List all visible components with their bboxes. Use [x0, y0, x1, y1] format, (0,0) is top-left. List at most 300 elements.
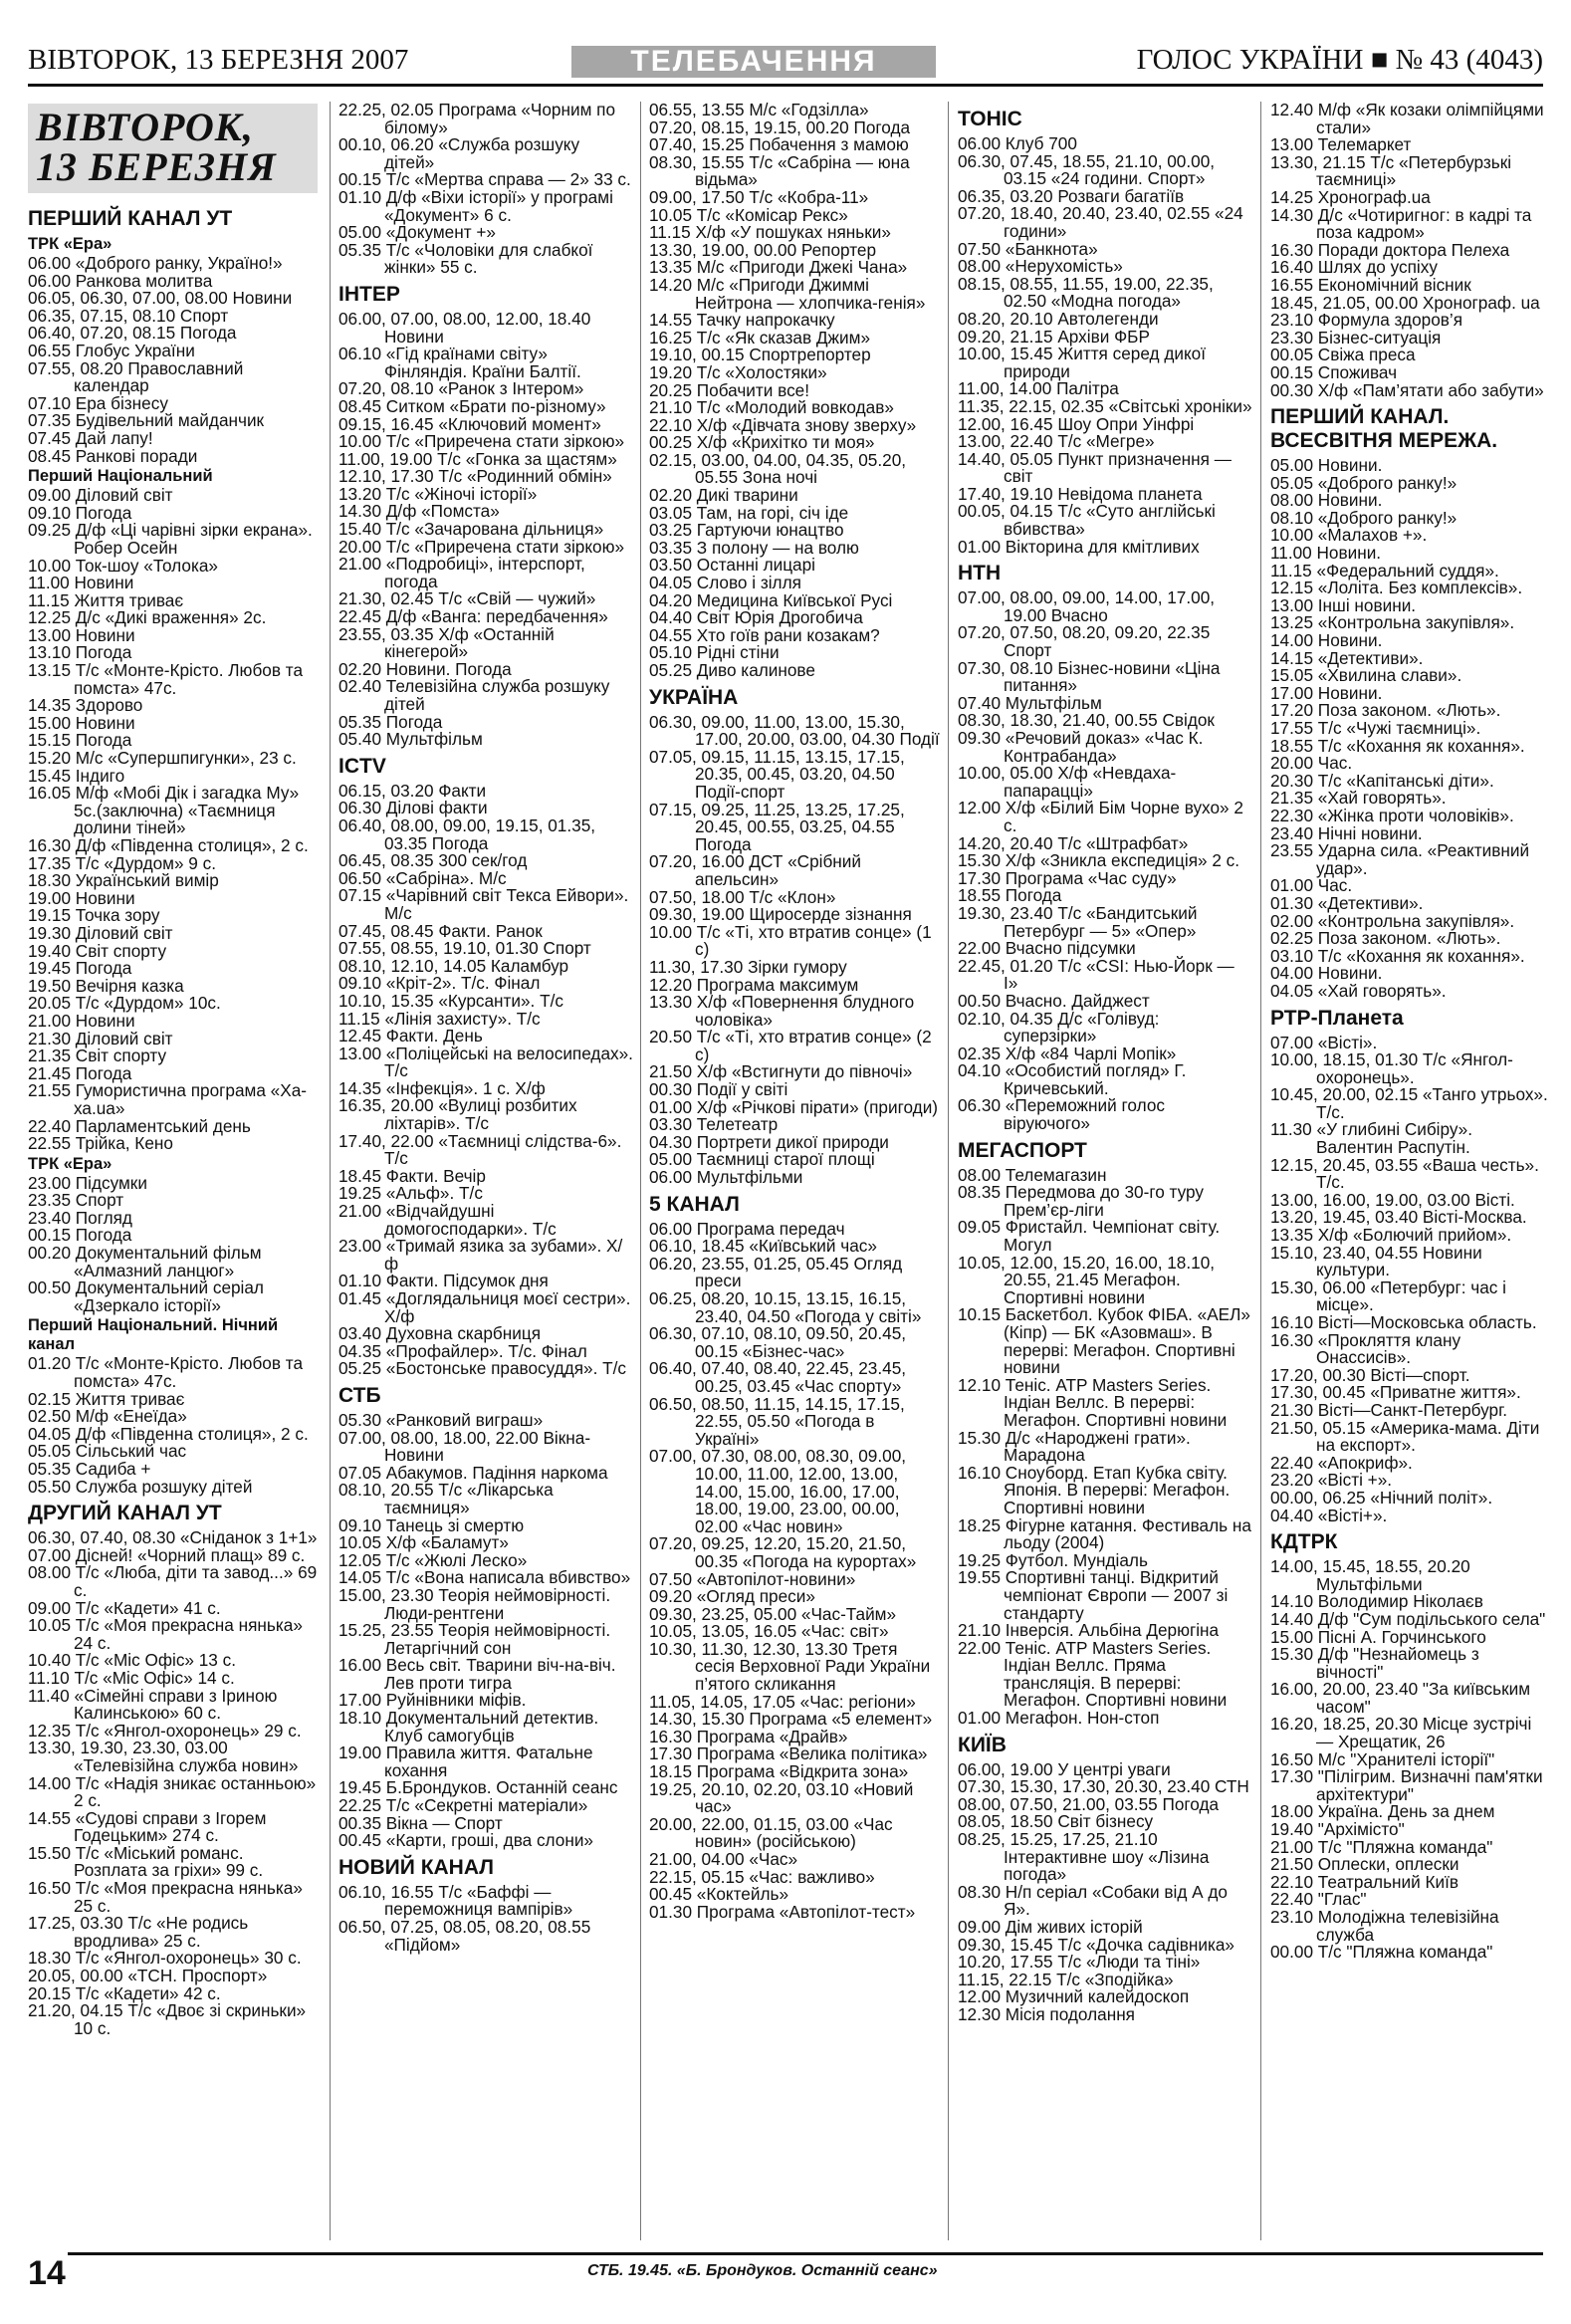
program-entry: 09.30, 15.45 Т/с «Дочка садівника»	[958, 1934, 1234, 1955]
program-entry: 11.05, 14.05, 17.05 «Час: регіони»	[649, 1691, 916, 1712]
program-entry: 04.05 «Хай говорять».	[1270, 980, 1447, 1001]
program-entry: 12.25 Д/с «Дикі враження» 2с.	[28, 607, 267, 628]
program-entry: 06.40, 07.20, 08.15 Погода	[28, 323, 237, 344]
program-entry: 11.15, 22.15 Т/с «Зподійка»	[958, 1969, 1174, 1989]
program-entry: 09.00 Т/с «Кадети» 41 с.	[28, 1597, 221, 1618]
program-entry: 08.45 Ранкові поради	[28, 445, 198, 466]
program-entry: 03.50 Останні лицарі	[649, 555, 815, 576]
program-entry: 04.30 Портрети дикої природи	[649, 1131, 889, 1152]
program-entry: 22.00 Вчасно підсумки	[958, 938, 1136, 959]
program-entry: 15.20 М/с «Супершпигунки», 23 с.	[28, 748, 297, 769]
program-entry: 10.15 Баскетбол. Кубок ФІБА. «АЕЛ» (Кіпр) — БК «Азовмаш». В перерві: Мегафон. Спортивні новини	[958, 1304, 1250, 1378]
program-entry: 07.45 Дай лапу!	[28, 427, 153, 448]
program-entry: 08.10, 12.10, 14.05 Каламбур	[338, 955, 569, 976]
program-entry: 06.00, 19.00 У центрі уваги	[958, 1758, 1171, 1779]
program-entry: 07.55, 08.20 Православний календар	[28, 357, 244, 396]
program-entry: 05.10 Рідні стіни	[649, 642, 780, 663]
program-entry: 09.10 Танець зі смертю	[338, 1514, 525, 1535]
program-entry: 18.30 Український вимір	[28, 870, 219, 891]
program-entry: 11.15 Х/ф «У пошуках няньки»	[649, 222, 891, 243]
program-entry: 19.40 Світ спорту	[28, 940, 167, 961]
program-entry: 15.50 Т/с «Міський романс. Розплата за гріхи» 99 с.	[28, 1842, 264, 1881]
program-entry: 16.10 Вісті—Московська область.	[1270, 1312, 1537, 1332]
program-entry: 07.15 «Чарівний світ Текса Ейвори». М/с	[338, 885, 629, 923]
program-entry: 17.25, 03.30 Т/с «Не родись вродлива» 25 с.	[28, 1913, 249, 1951]
program-entry: 06.30, 09.00, 11.00, 13.00, 15.30, 17.00, 20.00, 03.00, 04.30 Події	[649, 711, 940, 750]
program-entry: 09.00 Діловий світ	[28, 485, 173, 506]
program-entry: 09.05 Фристайл. Чемпіонат світу. Могул	[958, 1217, 1221, 1256]
program-entry: 14.00, 15.45, 18.55, 20.20 Мультфільми	[1270, 1556, 1470, 1594]
program-entry: 19.10, 00.15 Спортрепортер	[649, 345, 871, 365]
program-entry: 06.55 Глобус України	[28, 340, 195, 360]
program-entry: 02.15, 03.00, 04.00, 04.35, 05.20, 05.55 Зона ночі	[649, 449, 907, 488]
channel-subheading: ТРК «Ера»	[28, 235, 112, 253]
program-entry: 16.30 «Прокляття клану Онассисів».	[1270, 1329, 1461, 1368]
program-entry: 06.00 Програма передач	[649, 1218, 845, 1239]
program-entry: 10.00 Т/с «Приречена стати зіркою»	[338, 431, 625, 452]
program-entry: 07.20, 16.00 ДСТ «Срібний апельсин»	[649, 851, 861, 889]
program-entry: 21.50, 05.15 «Америка-мама. Діти на експорт».	[1270, 1417, 1540, 1456]
program-entry: 21.10 Інверсія. Альбіна Дерюгіна	[958, 1620, 1220, 1641]
channel-subheading: ТРК «Ера»	[28, 1154, 112, 1173]
program-entry: 07.20, 09.25, 12.20, 15.20, 21.50, 00.35 «Погода на курортах»	[649, 1533, 917, 1571]
program-entry: 06.00 Ранкова молитва	[28, 270, 213, 291]
program-entry: 06.50, 08.50, 11.15, 14.15, 17.15, 22.55, 05.50 «Погода в Україні»	[649, 1393, 905, 1449]
program-entry: 07.50 «Автопілот-новини»	[649, 1568, 856, 1589]
channel-heading: ТОНІС	[958, 108, 1022, 130]
program-entry: 10.10, 15.35 «Курсанти». Т/с	[338, 990, 563, 1011]
program-entry: 10.00, 15.45 Життя серед дикої природи	[958, 344, 1207, 381]
program-entry: 08.05, 18.50 Світ бізнесу	[958, 1811, 1154, 1832]
program-entry: 07.45, 08.45 Факти. Ранок	[338, 920, 543, 941]
program-entry: 15.25, 23.55 Теорія неймовірності. Летаргічний сон	[338, 1620, 611, 1658]
program-entry: 14.15 «Детективи».	[1270, 647, 1424, 668]
program-entry: 07.00, 08.00, 18.00, 22.00 Вікна-Новини	[338, 1427, 591, 1466]
program-entry: 14.40, 05.05 Пункт призначення — світ	[958, 448, 1232, 487]
program-entry: 16.30 Д/ф «Південна столиця», 2 с.	[28, 835, 309, 855]
program-entry: 23.30 Бізнес-ситуація	[1270, 327, 1442, 348]
program-entry: 10.05, 12.00, 15.20, 16.00, 18.10, 20.55, 21.45 Мегафон. Спортивні новини	[958, 1252, 1216, 1307]
program-entry: 00.10, 06.20 «Служба розшуку дітей»	[338, 134, 580, 172]
program-entry: 20.05 Т/с «Дурдом» 10с.	[28, 993, 221, 1014]
program-entry: 09.15, 16.45 «Ключовий момент»	[338, 413, 601, 434]
program-entry: 18.25 Фігурне катання. Фестиваль на льоду (2004)	[958, 1514, 1251, 1553]
program-entry: 05.35 Садиба +	[28, 1459, 151, 1479]
program-entry: 06.30 Ділові факти	[338, 798, 488, 818]
program-entry: 15.30, 06.00 «Петербург: час і місце».	[1270, 1277, 1506, 1315]
program-entry: 11.40 «Сімейні справи з Іриною Калинською» 60 с.	[28, 1685, 278, 1724]
program-entry: 12.00, 16.45 Шоу Опри Уінфрі	[958, 413, 1195, 434]
program-entry: 14.25 Хронограф.ua	[1270, 186, 1431, 207]
program-entry: 17.35 Т/с «Дурдом» 9 с.	[28, 852, 217, 873]
column-3	[649, 102, 940, 2242]
column-1	[28, 102, 321, 2242]
program-entry: 07.00, 08.00, 09.00, 14.00, 17.00, 19.00 Вчасно	[958, 587, 1216, 625]
program-entry: 00.05, 04.15 Т/с «Суто англійські вбивства»	[958, 501, 1216, 540]
program-entry: 22.30 «Жінка проти чоловіків».	[1270, 805, 1514, 825]
program-entry: 11.00, 19.00 Т/с «Гонка за щастям»	[338, 448, 617, 469]
program-entry: 15.30 Х/ф «Зникла експедиція» 2 с.	[958, 850, 1240, 871]
program-entry: 06.30, 07.40, 08.30 «Сніданок з 1+1»	[28, 1527, 318, 1548]
program-entry: 08.30, 18.30, 21.40, 00.55 Свідок	[958, 710, 1215, 731]
program-entry: 11.00, 14.00 Палітра	[958, 378, 1119, 399]
program-entry: 06.10 «Гід країнами світу» Фінляндія. Країни Балтії.	[338, 344, 581, 381]
program-entry: 00.00 Т/с "Пляжна команда"	[1270, 1942, 1493, 1963]
program-entry: 16.10 Сноуборд. Етап Кубка світу. Японія. В перерві: Мегафон. Спортивні новини	[958, 1462, 1231, 1517]
program-entry: 00.35 Вікна — Спорт	[338, 1812, 503, 1833]
page-header	[28, 38, 1543, 92]
program-entry: 13.15 Т/с «Монте-Крісто. Любов та помста» 47с.	[28, 660, 303, 698]
program-entry: 03.25 Гартуючи юнацтво	[649, 520, 844, 541]
program-entry: 06.20, 23.55, 01.25, 05.45 Огляд преси	[649, 1253, 903, 1291]
program-entry: 13.25 «Контрольна закупівля».	[1270, 612, 1515, 633]
program-entry: 19.50 Вечірня казка	[28, 975, 184, 996]
program-entry: 02.40 Телевізійна служба розшуку дітей	[338, 676, 610, 714]
program-entry: 07.55, 08.55, 19.10, 01.30 Спорт	[338, 938, 591, 959]
program-entry: 04.10 «Особистий погляд» Г. Кричевський.	[958, 1060, 1187, 1098]
program-entry: 13.00, 16.00, 19.00, 03.00 Вісті.	[1270, 1189, 1515, 1210]
program-entry: 07.05 Абакумов. Падіння наркома	[338, 1462, 608, 1483]
footer-rule	[68, 2252, 1543, 2255]
program-entry: 06.25, 08.20, 10.15, 13.15, 16.15, 23.40, 04.50 «Погода у світі»	[649, 1288, 922, 1326]
program-entry: 00.50 Вчасно. Дайджест	[958, 990, 1150, 1011]
program-entry: 18.00 Україна. День за днем	[1270, 1801, 1495, 1822]
program-entry: 05.35 Т/с «Чоловіки для слабкої жінки» 55 с.	[338, 239, 593, 278]
program-entry: 18.45, 21.05, 00.00 Хронограф. ua	[1270, 292, 1540, 313]
program-entry: 13.00 Інші новини.	[1270, 594, 1417, 615]
program-entry: 04.40 Світ Юрія Дрогобича	[649, 607, 863, 628]
program-entry: 14.40 Д/ф "Сум подільського села"	[1270, 1608, 1546, 1629]
column-divider	[1260, 102, 1261, 2240]
program-entry: 01.00 Мегафон. Нон-стоп	[958, 1708, 1160, 1729]
program-entry: 11.00 Новини	[28, 573, 134, 593]
channel-subheading: Перший Національний. Нічний канал	[28, 1316, 279, 1354]
program-entry: 01.30 Програма «Автопілот-тест»	[649, 1901, 916, 1922]
footer-highlight: СТБ. 19.45. «Б. Брондуков. Останній сеанс»	[587, 2262, 938, 2279]
program-entry: 23.00 «Тримай язика за зубами». Х/ф	[338, 1236, 623, 1274]
program-entry: 00.00, 06.25 «Нічний політ».	[1270, 1487, 1493, 1508]
program-entry: 10.00, 18.15, 01.30 Т/с «Янгол-охоронець».	[1270, 1049, 1513, 1087]
program-entry: 21.30 Діловий світ	[28, 1028, 173, 1048]
channel-heading: ПЕРШИЙ КАНАЛ УТ	[28, 207, 233, 230]
program-entry: 19.15 Точка зору	[28, 905, 160, 926]
program-entry: 20.25 Побачити все!	[649, 379, 809, 400]
issue-date: ВІВТОРОК, 13 БЕРЕЗНЯ 2007	[28, 44, 409, 76]
program-entry: 06.05, 06.30, 07.00, 08.00 Новини	[28, 288, 293, 309]
program-entry: 21.10 Т/с «Молодий вовкодав»	[649, 397, 894, 418]
program-entry: 17.30 Програма «Велика політика»	[649, 1743, 928, 1764]
program-entry: 03.10 Т/с «Кохання як кохання».	[1270, 945, 1525, 966]
program-entry: 05.40 Мультфільм	[338, 729, 483, 750]
program-entry: 21.55 Гумористична програма «Ха-ха.ua»	[28, 1080, 307, 1118]
program-entry: 13.20 Т/с «Жіночі історії»	[338, 483, 538, 504]
program-entry: 06.50 «Сабріна». М/с	[338, 867, 507, 888]
program-entry: 06.00 Мультфільми	[649, 1167, 803, 1188]
program-entry: 13.30, 19.30, 23.30, 03.00 «Телевізійна служба новин»	[28, 1738, 299, 1775]
channel-heading: НОВИЙ КАНАЛ	[338, 1855, 494, 1879]
program-entry: 12.45 Факти. День	[338, 1026, 483, 1046]
program-entry: 20.15 Т/с «Кадети» 42 с.	[28, 1982, 221, 2003]
program-entry: 19.00 Новини	[28, 887, 135, 908]
program-entry: 05.00 Таємниці старої площі	[649, 1149, 875, 1170]
program-entry: 07.40, 15.25 Побачення з мамою	[649, 134, 909, 155]
program-entry: 05.30 «Ранковий виграш»	[338, 1409, 544, 1430]
program-entry: 16.00 Весь світ. Тварини віч-на-віч. Лев проти тигра	[338, 1655, 616, 1693]
program-entry: 11.15 «Лінія захисту». Т/с	[338, 1008, 541, 1029]
program-entry: 08.00 Новини.	[1270, 490, 1383, 511]
program-entry: 00.25 Х/ф «Крихітко ти моя»	[649, 432, 875, 453]
program-entry: 10.00 Т/с «Ті, хто втратив сонце» (1 с)	[649, 921, 932, 960]
program-entry: 10.40 Т/с «Міс Офіс» 13 с.	[28, 1650, 237, 1671]
program-entry: 17.55 Т/с «Чужі таємниці».	[1270, 718, 1481, 738]
program-entry: 22.55 Трійка, Кено	[28, 1133, 173, 1154]
program-entry: 06.40, 08.00, 09.00, 19.15, 01.35, 03.35 Погода	[338, 814, 596, 853]
program-entry: 11.30 «У глибині Сибіру». Валентин Распутін.	[1270, 1119, 1472, 1158]
program-entry: 09.20, 21.15 Архіви ФБР	[958, 326, 1150, 347]
program-entry: 04.00 Новини.	[1270, 963, 1383, 984]
program-entry: 21.00, 04.00 «Час»	[649, 1849, 798, 1869]
program-entry: 02.00 «Контрольна закупівля».	[1270, 910, 1515, 931]
program-entry: 03.40 Духовна скарбниця	[338, 1323, 542, 1344]
program-entry: 08.15, 08.55, 11.55, 19.00, 22.35, 02.50 «Модна погода»	[958, 273, 1214, 312]
program-entry: 10.05, 13.05, 16.05 «Час: світ»	[649, 1621, 889, 1642]
program-entry: 05.35 Погода	[338, 711, 443, 732]
header-rule	[28, 84, 1543, 87]
program-entry: 02.20 Новини. Погода	[338, 658, 512, 679]
program-entry: 02.15 Життя триває	[28, 1388, 185, 1409]
program-entry: 00.50 Документальний серіал «Дзеркало історії»	[28, 1278, 264, 1315]
channel-heading: ПЕРШИЙ КАНАЛ. ВСЕСВІТНЯ МЕРЕЖА.	[1270, 405, 1498, 453]
program-entry: 03.35 З полону — на волю	[649, 537, 859, 558]
program-entry: 22.40 «Апокриф».	[1270, 1452, 1413, 1473]
program-entry: 22.45 Д/ф «Ванга: передбачення»	[338, 606, 608, 627]
program-entry: 01.00 Х/ф «Річкові пірати» (пригоди)	[649, 1096, 939, 1117]
day-title-box	[28, 104, 318, 193]
program-entry: 09.30 «Речовий доказ» «Час К. Контрабанда»	[958, 728, 1204, 766]
program-entry: 07.20, 08.15, 19.15, 00.20 Погода	[649, 116, 911, 137]
program-entry: 06.45, 08.35 300 сек/год	[338, 850, 528, 871]
program-entry: 22.00 Теніс. ATP Masters Series. Індіан Веллс. Пряма трансляція. В перерві: Мегафон. Спортивні новини	[958, 1637, 1228, 1711]
program-entry: 08.25, 15.25, 17.25, 21.10 Інтерактивне шоу «Лізина погода»	[958, 1829, 1210, 1885]
program-entry: 04.05 Слово і зілля	[649, 573, 801, 593]
program-entry: 07.35 Будівельний майданчик	[28, 410, 265, 431]
program-entry: 14.20 М/с «Пригоди Джиммі Нейтрона — хлопчика-генія»	[649, 274, 926, 313]
program-entry: 14.05 Т/с «Вона написала вбивство»	[338, 1567, 631, 1588]
program-entry: 19.45 Погода	[28, 958, 132, 979]
program-entry: 09.10 Погода	[28, 502, 132, 523]
program-entry: 07.00 Дісней! «Чорний плащ» 89 с.	[28, 1544, 306, 1565]
program-entry: 12.20 Програма максимум	[649, 974, 859, 995]
program-entry: 06.30, 07.10, 08.10, 09.50, 20.45, 00.15 «Бізнес-час»	[649, 1323, 907, 1361]
program-entry: 08.35 Передмова до 30-го туру Прем’єр-ліги	[958, 1182, 1204, 1220]
program-entry: 21.00 Новини	[28, 1010, 135, 1031]
program-entry: 16.50 Т/с «Моя прекрасна нянька» 25 с.	[28, 1878, 303, 1916]
program-entry: 06.00 Клуб 700	[958, 133, 1077, 153]
program-entry: 03.30 Телетеатр	[649, 1114, 779, 1135]
program-entry: 06.50, 07.25, 08.05, 08.20, 08.55 «Підйом»	[338, 1917, 591, 1955]
program-entry: 12.05 Т/с «Жюлі Леско»	[338, 1549, 528, 1570]
channel-heading: НТН	[958, 562, 1002, 585]
program-entry: 07.20, 18.40, 20.40, 23.40, 02.55 «24 години»	[958, 203, 1243, 241]
program-entry: 10.05 Т/с «Моя прекрасна нянька» 24 с.	[28, 1615, 303, 1653]
program-entry: 18.45 Факти. Вечір	[338, 1165, 486, 1186]
program-entry: 06.00 «Доброго ранку, Україно!»	[28, 253, 283, 273]
program-entry: 10.00 «Малахов +».	[1270, 525, 1428, 546]
program-entry: 12.10, 17.30 Т/с «Родинний обмін»	[338, 466, 612, 487]
program-entry: 21.00 «Відчайдушні домогосподарки». Т/с	[338, 1201, 557, 1239]
program-entry: 07.00, 07.30, 08.00, 08.30, 09.00, 10.00, 11.00, 12.00, 13.00, 14.00, 15.00, 16.00, 17.00, 18.00, 19.00, 23.00, 00.00, 02.00 «Час новин»	[649, 1446, 907, 1536]
program-entry: 05.25 Диво калинове	[649, 660, 815, 680]
program-entry: 19.00 Правила життя. Фатальне кохання	[338, 1743, 593, 1780]
newspaper-name: ГОЛОС УКРАЇНИ ■ № 43 (4043)	[1136, 44, 1543, 76]
program-entry: 06.40, 07.40, 08.40, 22.45, 23.45, 00.25, 03.45 «Час спорту»	[649, 1358, 907, 1396]
day-title-weekday: ВІВТОРОК,	[36, 105, 254, 149]
program-entry: 13.00, 22.40 Т/с «Мегре»	[958, 431, 1155, 452]
section-title: ТЕЛЕБАЧЕННЯ	[571, 46, 936, 78]
program-entry: 00.05 Свіжа преса	[1270, 345, 1416, 365]
program-entry: 23.00 Підсумки	[28, 1172, 147, 1193]
program-entry: 16.40 Шлях до успіху	[1270, 257, 1438, 278]
program-entry: 15.40 Т/с «Зачарована дільниця»	[338, 519, 604, 540]
program-entry: 20.30 Т/с «Капітанські діти».	[1270, 770, 1494, 791]
program-entry: 19.25 «Альф». Т/с	[338, 1183, 483, 1204]
program-entry: 23.35 Спорт	[28, 1190, 124, 1211]
program-entry: 12.30 Місія подолання	[958, 2003, 1135, 2024]
program-entry: 12.00 Х/ф «Білий Бім Чорне вухо» 2 с.	[958, 798, 1243, 835]
program-entry: 07.05, 09.15, 11.15, 13.15, 17.15, 20.35, 00.45, 03.20, 04.50 Події-спорт	[649, 746, 905, 802]
program-entry: 19.55 Спортивні танці. Відкритий чемпіонат Європи — 2007 зі стандарту	[958, 1567, 1229, 1623]
program-entry: 01.10 Д/ф «Віхи історії» у програмі «Документ» 6 с.	[338, 186, 613, 225]
program-entry: 15.00 Новини	[28, 712, 135, 733]
program-entry: 15.05 «Хвилина слави».	[1270, 665, 1462, 686]
program-entry: 07.20, 07.50, 08.20, 09.20, 22.35 Спорт	[958, 622, 1211, 661]
program-entry: 00.45 «Карти, гроші, два слони»	[338, 1830, 593, 1851]
program-entry: 00.15 Споживач	[1270, 361, 1398, 382]
program-entry: 08.00, 07.50, 21.00, 03.55 Погода	[958, 1793, 1220, 1814]
program-entry: 12.15 «Лоліта. Без комплексів».	[1270, 578, 1523, 598]
program-entry: 20.00, 22.00, 01.15, 03.00 «Час новин» (російською)	[649, 1813, 893, 1852]
program-entry: 06.30 «Переможний голос віруючого»	[958, 1095, 1165, 1134]
program-entry: 04.05 Д/ф «Південна столиця», 2 с.	[28, 1423, 309, 1444]
program-entry: 06.55, 13.55 М/с «Годзілла»	[649, 102, 869, 119]
program-entry: 13.30, 19.00, 00.00 Репортер	[649, 239, 877, 260]
channel-heading: 5 КАНАЛ	[649, 1192, 740, 1216]
program-entry: 23.55, 03.35 Х/ф «Останній кінегерой»	[338, 623, 555, 662]
program-entry: 19.30 Діловий світ	[28, 922, 173, 943]
program-entry: 17.00 Новини.	[1270, 682, 1383, 703]
program-entry: 16.50 М/с "Хранителі історії"	[1270, 1748, 1495, 1769]
program-entry: 09.30, 23.25, 05.00 «Час-Тайм»	[649, 1603, 897, 1624]
program-entry: 21.00 Т/с "Пляжна команда"	[1270, 1836, 1493, 1857]
program-entry: 18.55 Т/с «Кохання як кохання».	[1270, 735, 1525, 756]
program-entry: 19.20 Т/с «Холостяки»	[649, 361, 827, 382]
program-entry: 18.55 Погода	[958, 885, 1062, 906]
program-entry: 22.40 "Глас"	[1270, 1889, 1367, 1910]
program-entry: 09.10 «Кріт-2». Т/с. Фінал	[338, 973, 541, 994]
program-entry: 21.00 «Подробиці», інтерспорт, погода	[338, 554, 585, 591]
program-entry: 18.30 Т/с «Янгол-охоронець» 30 с.	[28, 1948, 302, 1969]
program-entry: 17.40, 22.00 «Таємниці слідства-6». Т/с	[338, 1130, 622, 1169]
program-entry: 04.40 «Вісті+».	[1270, 1505, 1388, 1525]
page-footer	[28, 2252, 1543, 2302]
program-entry: 14.55 «Судові справи з Ігорем Годецьким» 274 с.	[28, 1807, 267, 1846]
program-entry: 10.20, 17.55 Т/с «Люди та тіні»	[958, 1952, 1201, 1973]
channel-heading: КИЇВ	[958, 1733, 1007, 1756]
program-entry: 17.20, 00.30 Вісті—спорт.	[1270, 1364, 1470, 1385]
program-entry: 16.35, 20.00 «Вулиці розбитих ліхтарів». Т/с	[338, 1095, 577, 1134]
program-entry: 13.00 Новини	[28, 624, 135, 645]
program-entry: 15.30 Д/с «Народжені грати». Марадона	[958, 1427, 1191, 1466]
program-entry: 03.05 Там, на горі, січ іде	[649, 502, 849, 523]
program-entry: 14.20, 20.40 Т/с «Штрафбат»	[958, 832, 1189, 853]
program-entry: 00.20 Документальний фільм «Алмазний ланцюг»	[28, 1243, 262, 1280]
program-entry: 14.35 «Інфекція». 1 с. Х/ф	[338, 1077, 546, 1098]
program-entry: 10.30, 11.30, 12.30, 13.30 Третя сесія Верховної Ради України п’ятого скликання	[649, 1638, 931, 1695]
program-entry: 05.05 Сільський час	[28, 1441, 187, 1462]
program-entry: 19.25, 20.10, 02.20, 03.10 «Новий час»	[649, 1778, 914, 1817]
program-entry: 01.00 Час.	[1270, 875, 1353, 896]
program-entry: 09.30, 19.00 Щиросерде зізнання	[649, 904, 912, 925]
program-entry: 14.30 Д/ф «Помста»	[338, 501, 500, 522]
program-entry: 01.00 Вікторина для кмітливих	[958, 536, 1200, 557]
program-entry: 13.30, 21.15 Т/с «Петербурзькі таємниці»	[1270, 151, 1512, 190]
program-entry: 02.25 Поза законом. «Лють».	[1270, 928, 1501, 949]
channel-heading: СТБ	[338, 1383, 381, 1407]
program-entry: 22.15, 05.15 «Час: важливо»	[649, 1866, 875, 1887]
program-entry: 08.00 Телемагазин	[958, 1164, 1107, 1185]
program-entry: 20.00 Т/с «Приречена стати зіркою»	[338, 536, 625, 557]
program-entry: 10.00, 05.00 Х/ф «Невдаха-папарацці»	[958, 763, 1177, 801]
program-entry: 14.30, 15.30 Програма «5 елемент»	[649, 1709, 933, 1730]
program-entry: 17.20 Поза законом. «Лють».	[1270, 700, 1501, 721]
program-entry: 22.40 Парламентський день	[28, 1115, 251, 1136]
program-entry: 01.10 Факти. Підсумок дня	[338, 1271, 549, 1291]
program-entry: 15.15 Погода	[28, 730, 132, 751]
program-entry: 21.45 Погода	[28, 1062, 132, 1083]
program-entry: 11.00 Новини.	[1270, 543, 1382, 564]
program-entry: 07.10 Ера бізнесу	[28, 392, 168, 413]
program-entry: 07.50 «Банкнота»	[958, 238, 1098, 259]
channel-heading: РТР-Планета	[1270, 1006, 1404, 1030]
program-entry: 05.50 Служба розшуку дітей	[28, 1476, 253, 1497]
program-entry: 08.00 Т/с «Люба, діти та завод...» 69 с.	[28, 1562, 318, 1600]
program-entry: 05.00 «Документ +»	[338, 222, 496, 243]
program-entry: 05.00 Новини.	[1270, 455, 1383, 476]
program-entry: 15.00, 23.30 Теорія неймовірності. Люди-рентгени	[338, 1584, 611, 1623]
column-2	[338, 102, 633, 2242]
program-entry: 11.35, 22.15, 02.35 «Світські хроніки»	[958, 395, 1252, 416]
program-entry: 02.10, 04.35 Д/с «Голівуд: суперзірки»	[958, 1008, 1160, 1046]
program-entry: 13.35 Х/ф «Болючий прийом».	[1270, 1225, 1512, 1246]
column-divider	[948, 102, 949, 2240]
program-entry: 20.05, 00.00 «ТСН. Проспорт»	[28, 1966, 268, 1986]
program-entry: 11.30, 17.30 Зірки гумору	[649, 956, 847, 977]
channel-heading: КДТРК	[1270, 1530, 1338, 1554]
program-entry: 06.15, 03.20 Факти	[338, 780, 487, 801]
channel-heading: УКРАЇНА	[649, 685, 739, 709]
program-entry: 14.00 Новини.	[1270, 630, 1383, 651]
program-entry: 06.10, 18.45 «Київський час»	[649, 1236, 877, 1257]
column-4	[958, 102, 1252, 2242]
program-entry: 02.50 М/ф «Енеїда»	[28, 1406, 187, 1427]
program-entry: 05.05 «Доброго ранку!»	[1270, 472, 1458, 493]
day-title-date: 13 БЕРЕЗНЯ	[36, 144, 277, 189]
program-entry: 12.10 Теніс. ATP Masters Series. Індіан Веллс. В перерві: Мегафон. Спортивні новини	[958, 1374, 1228, 1430]
program-entry: 08.30 Н/п серіал «Собаки від А до Я».	[958, 1881, 1228, 1920]
program-entry: 00.15 Т/с «Мертва справа — 2» 33 с.	[338, 169, 631, 190]
program-entry: 22.45, 01.20 Т/с «CSI: Нью-Йорк — I»	[958, 955, 1234, 994]
program-entry: 15.45 Індиго	[28, 765, 125, 786]
